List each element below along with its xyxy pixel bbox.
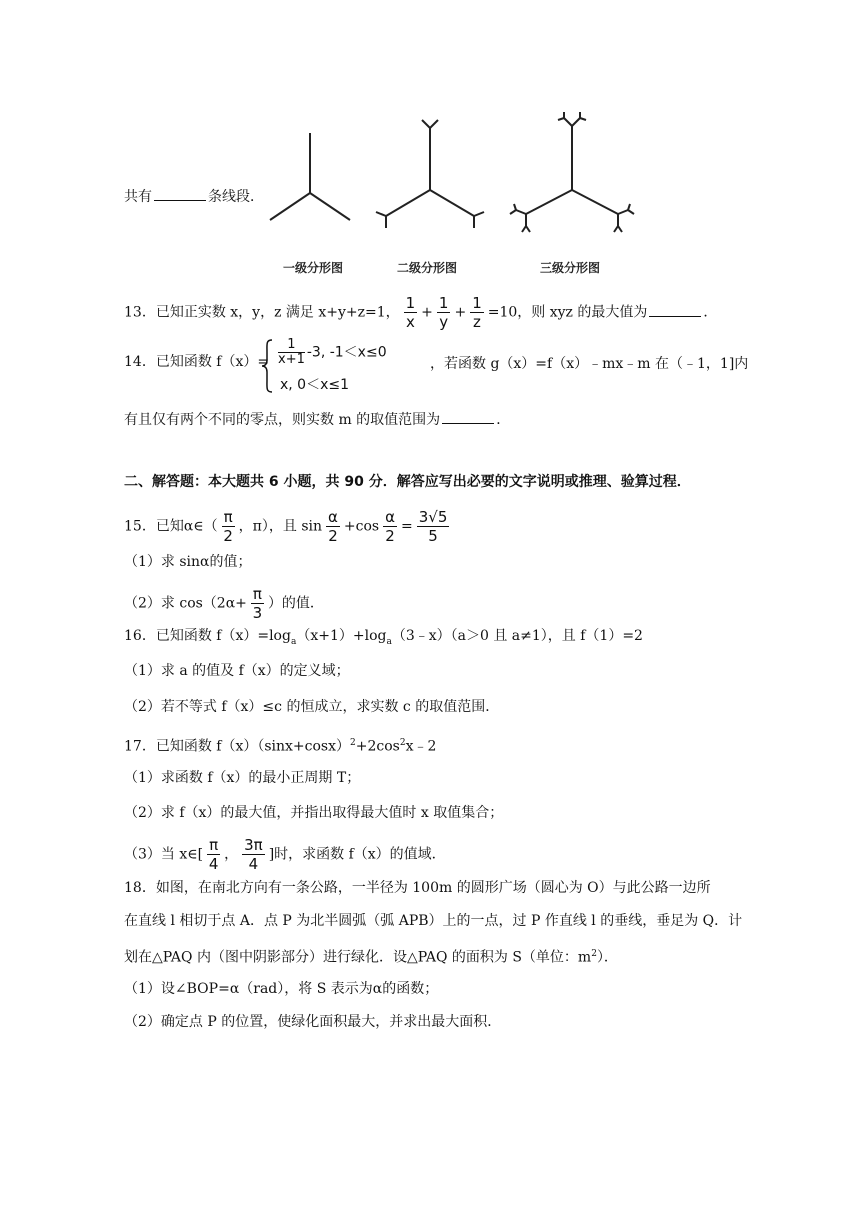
question-15-part2: （2）求 cos（2α+ $\frac{\pi}{3}$ ）的值． — [124, 585, 324, 622]
question-15: 15．已知α∈（ $\frac{\pi}{2}$ ，π），且 sin $\frac{\alpha}{2}$ +cos $\frac{\alpha}{2}$ = $\frac{3√5}{5}$ — [124, 508, 448, 545]
question-13: 13．已知正实数 x，y，z 满足 x+y+z=1， $\frac{1}{x}$ + $\frac{1}{y}$ + $\frac{1}{z}$ =10，则 xyz 的最大值为 ． — [124, 294, 718, 331]
fractal-level-1 — [270, 133, 350, 220]
question-18-line2: 在直线 l 相切于点 A．点 P 为北半圆弧（弧 APB）上的一点，过 P 作直线 l 的垂线，垂足为 Q．计 — [124, 913, 743, 929]
figure-label-1: 一级分形图 — [283, 261, 344, 275]
fraction: $\frac{3\pi}{4}$ — [244, 836, 263, 873]
question-18-line1: 18．如图，在南北方向有一条公路，一半径为 100m 的圆形广场（圆心为 O）与此公路一边所 — [124, 880, 711, 896]
question-14-suffix: ，若函数 g（x）=f（x）﹣mx﹣m 在（﹣1，1]内 — [430, 356, 749, 372]
question-15-part1: （1）求 sinα的值； — [124, 554, 252, 570]
fractal-level-3 — [510, 112, 634, 232]
question-16-part2: （2）若不等式 f（x）≤c 的恒成立，求实数 c 的取值范围． — [124, 699, 500, 715]
question-18-part1: （1）设∠BOP=α（rad），将 S 表示为α的函数； — [124, 981, 439, 997]
section-heading: 二、解答题：本大题共 6 小题，共 90 分．解答应写出必要的文字说明或推理、验算过程． — [124, 474, 691, 490]
question-16: 16．已知函数 $f(x)=\log_a(x+1)+\log_a(3﹣x)(a>0$ 且 a≠1），且 f（1）=2 — [124, 628, 643, 647]
figure-label-3: 三级分形图 — [540, 261, 601, 275]
piecewise-case-1: $\frac{1}{x+1}$ -3, -1＜x≤0 — [278, 337, 387, 367]
fraction: $\frac{1}{x}$ — [405, 294, 416, 331]
question-14-line2: 有且仅有两个不同的零点，则实数 m 的取值范围为 ． — [124, 409, 510, 430]
question-17-part2: （2）求 f（x）的最大值，并指出取得最大值时 x 取值集合； — [124, 805, 504, 821]
fractal-figures — [260, 108, 650, 278]
fraction: $\frac{3√5}{5}$ — [418, 508, 448, 545]
question-17-part3: （3）当 x∈[ $\frac{\pi}{4}$ ， $\frac{3\pi}{4}$ ]时，求函数 f（x）的值域． — [124, 836, 446, 873]
question-18-part2: （2）确定点 P 的位置，使绿化面积最大，并求出最大面积． — [124, 1014, 502, 1030]
fraction: $\frac{1}{x+1}$ — [278, 337, 305, 367]
answer-blank — [442, 409, 494, 424]
fraction: $\frac{1}{y}$ — [438, 294, 449, 331]
question-16-part1: （1）求 a 的值及 f（x）的定义域； — [124, 663, 350, 679]
fraction: $\frac{\alpha}{2}$ — [385, 508, 395, 545]
question-17-part1: （1）求函数 f（x）的最小正周期 T； — [124, 770, 361, 786]
question-18-line3: 划在△PAQ 内（图中阴影部分）进行绿化．设△PAQ 的面积为 S（单位：$m^2$）． — [124, 949, 618, 966]
fraction: $\frac{\pi}{3}$ — [252, 585, 263, 622]
question-14-prefix: 14．已知函数 f（x）= — [124, 354, 270, 370]
q12-tail: 共有 条线段． — [124, 186, 264, 207]
fraction: $\frac{1}{z}$ — [472, 294, 482, 331]
question-17: 17．已知函数 $f(x)(\sin x+\cos x)^2+2\cos^2x﹣2$ — [124, 738, 437, 755]
fraction: $\frac{\pi}{4}$ — [208, 836, 219, 873]
fraction: $\frac{\alpha}{2}$ — [328, 508, 338, 545]
fraction: $\frac{\pi}{2}$ — [223, 508, 233, 545]
fractal-level-2 — [376, 120, 484, 228]
figure-label-2: 二级分形图 — [397, 261, 458, 275]
piecewise-case-2: x, 0＜x≤1 — [280, 377, 350, 393]
answer-blank — [154, 186, 206, 201]
answer-blank — [649, 302, 701, 317]
piecewise-brace — [260, 338, 274, 394]
